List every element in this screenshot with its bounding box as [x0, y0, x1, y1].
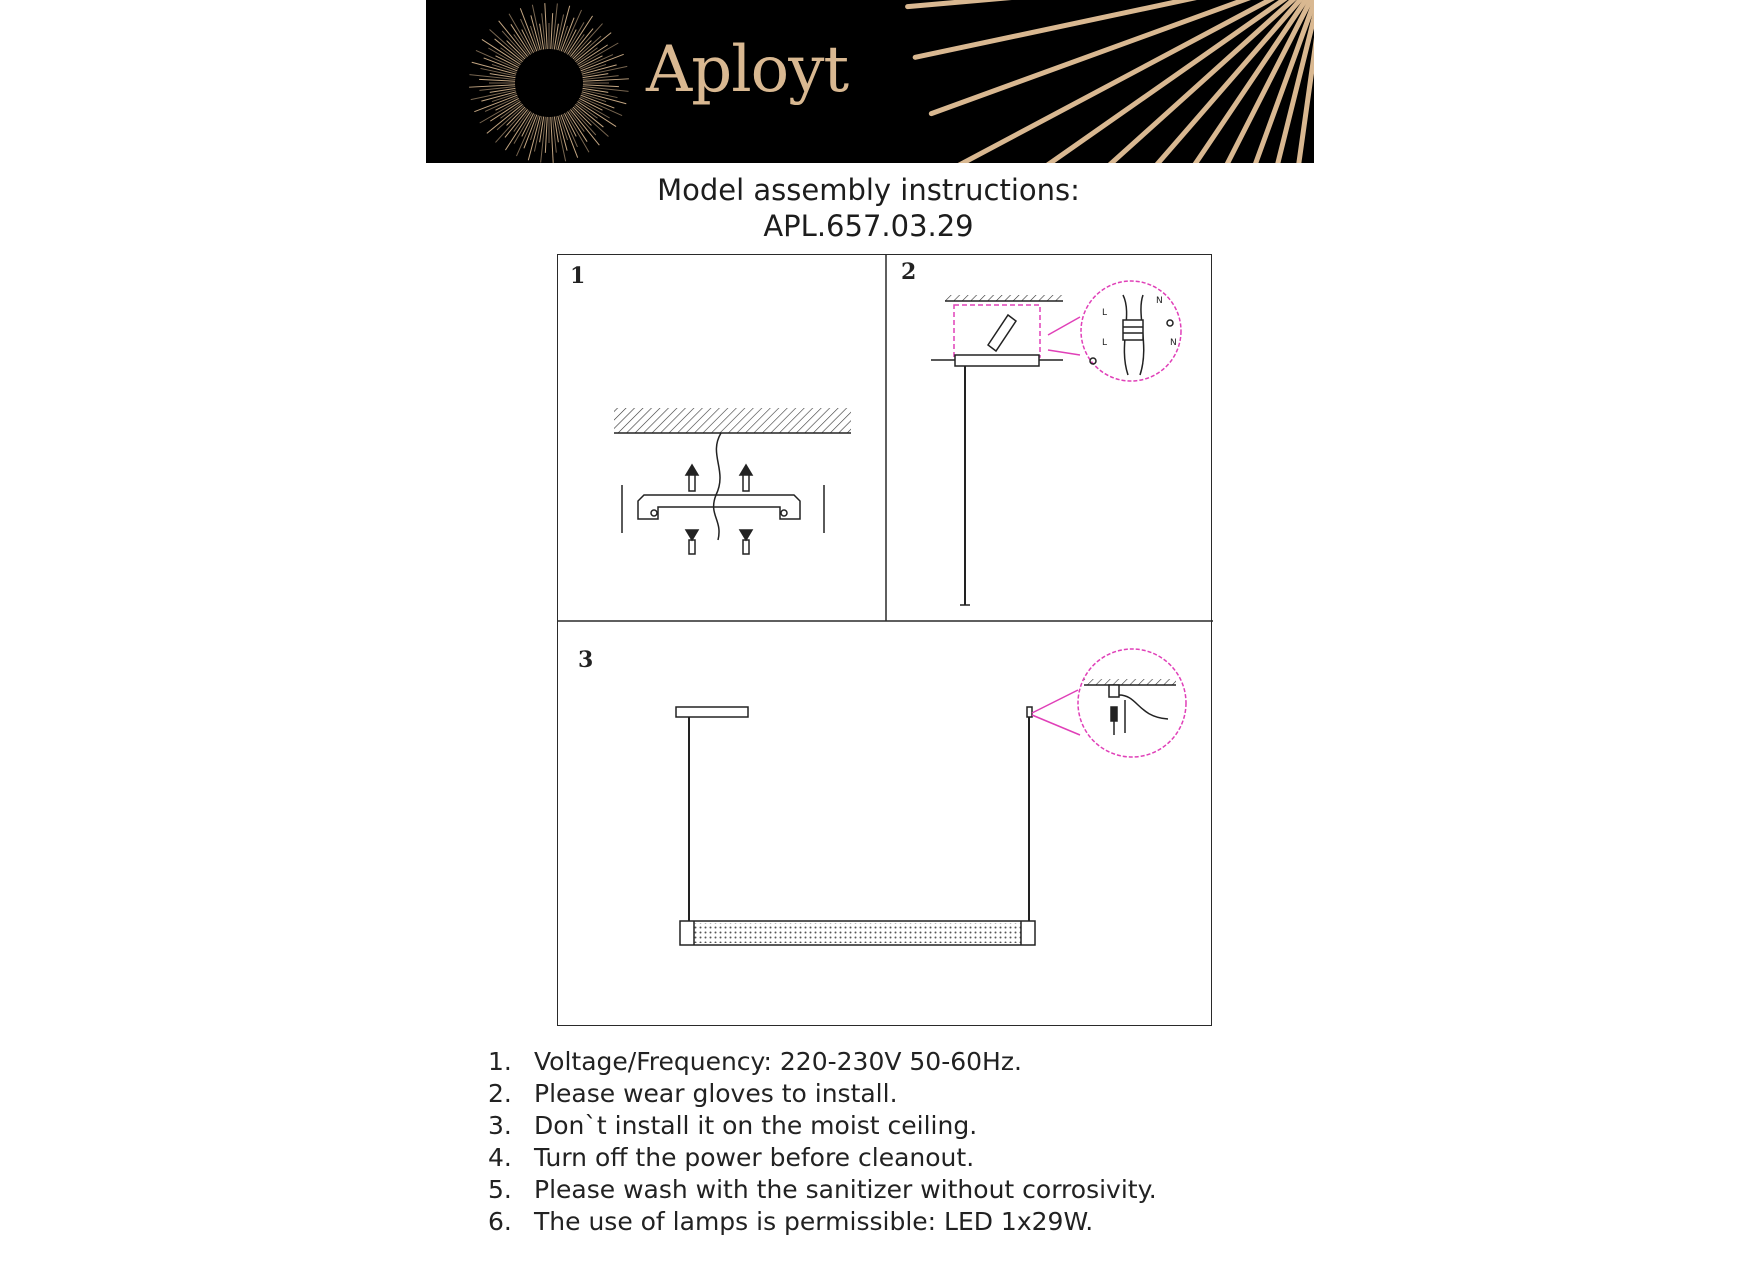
panel-2-wiring: [931, 281, 1181, 605]
list-item-text: The use of lamps is permissible: LED 1x29W.: [534, 1207, 1094, 1236]
brand-logo: Aployt: [646, 33, 849, 107]
step-2-number: 2: [901, 259, 917, 285]
brand-banner: [426, 0, 1314, 163]
list-item-number: 5.: [488, 1175, 512, 1204]
panel-1-bracket-mounting: [614, 408, 851, 554]
list-item: [488, 1078, 1157, 1110]
assembly-diagram: [557, 254, 1212, 1026]
list-item: [488, 1046, 1157, 1078]
model-number: APL.657.03.29: [763, 209, 974, 243]
list-item-text: Turn off the power before cleanout.: [534, 1143, 975, 1172]
list-item: [488, 1206, 1157, 1238]
list-item-number: 6.: [488, 1207, 512, 1236]
list-item-number: 4.: [488, 1143, 512, 1172]
list-item-number: 3.: [488, 1111, 512, 1140]
list-item-text: Don`t install it on the moist ceiling.: [534, 1111, 978, 1140]
safety-instructions-list: [488, 1046, 1157, 1238]
step-1-number: 1: [570, 263, 586, 289]
wiring-label-l: L: [1102, 308, 1108, 318]
sunburst-decoration: [426, 0, 1314, 163]
list-item-text: Voltage/Frequency: 220-230V 50-60Hz.: [534, 1047, 1022, 1076]
wiring-label-l-2: L: [1102, 338, 1108, 348]
list-item-text: Please wear gloves to install.: [534, 1079, 898, 1108]
wiring-label-n-2: N: [1170, 338, 1177, 348]
page-title: Model assembly instructions:: [657, 173, 1080, 207]
list-item-number: 1.: [488, 1047, 512, 1076]
list-item: [488, 1142, 1157, 1174]
step-3-number: 3: [578, 647, 594, 673]
list-item-number: 2.: [488, 1079, 512, 1108]
ground-icon: [1167, 320, 1173, 326]
list-item: [488, 1110, 1157, 1142]
list-item: [488, 1174, 1157, 1206]
panel-3-pendant-installed: [676, 649, 1186, 945]
wiring-label-n: N: [1156, 296, 1163, 306]
list-item-text: Please wash with the sanitizer without corrosivity.: [534, 1175, 1157, 1204]
assembly-drawing: [558, 255, 1213, 1027]
sun-center-icon: [522, 56, 576, 110]
